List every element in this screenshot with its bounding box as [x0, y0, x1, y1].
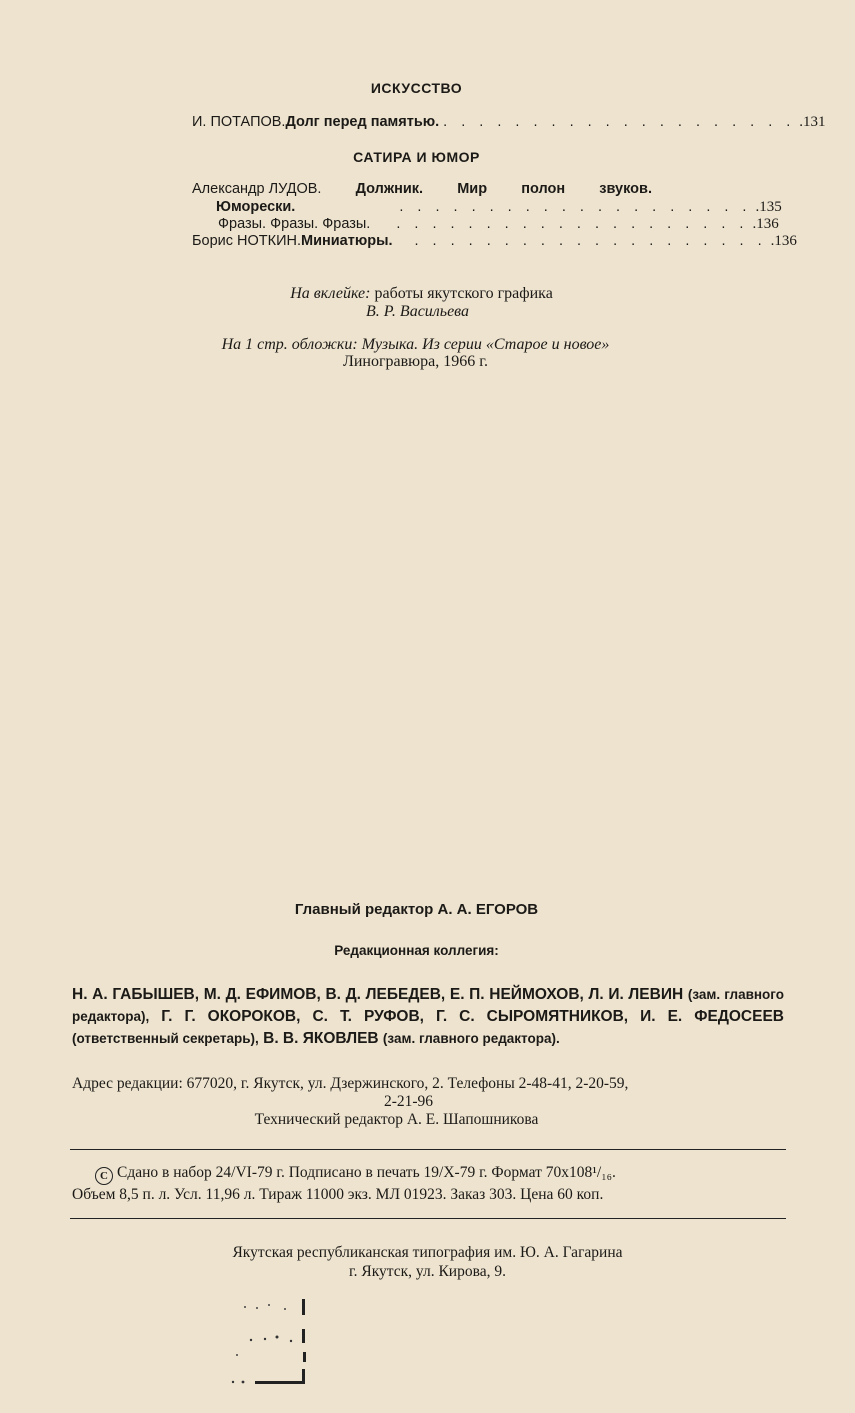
toc-page: .131	[799, 114, 826, 130]
cover-note	[0, 336, 837, 354]
toc-title: Фразы. Фразы. Фразы.	[218, 216, 371, 232]
toc-title: звуков.	[599, 181, 652, 197]
cover-text: Музыка. Из серии «Старое и новое»	[361, 336, 610, 353]
section-heading-satire: САТИРА И ЮМОР	[353, 149, 480, 165]
printer-marks-icon	[225, 1295, 325, 1395]
toc-title: Долг перед памятью.	[285, 114, 440, 130]
copyright-icon: C	[95, 1167, 113, 1185]
board-role: (ответственный секретарь),	[72, 1031, 259, 1046]
toc-author: Борис НОТКИН.	[192, 233, 301, 249]
technical-editor: Технический редактор А. Е. Шапошникова	[254, 1111, 539, 1128]
editorial-address: Адрес редакции: 677020, г. Якутск, ул. Дзержинского, 2. Телефоны 2-48-41, 2-20-59,	[72, 1075, 629, 1092]
toc-title: Миниатюры.	[301, 233, 393, 249]
cover-label: На 1 стр. обложки:	[221, 336, 358, 353]
divider-top	[70, 1149, 786, 1150]
board-names: В. В. ЯКОВЛЕВ	[258, 1030, 383, 1047]
printing-house-address: г. Якутск, ул. Кирова, 9.	[349, 1263, 506, 1280]
printing-house: Якутская республиканская типография им. Ю. А. Гагарина	[232, 1244, 623, 1261]
toc-author: Александр ЛУДОВ.	[192, 181, 322, 197]
toc-page: .135	[755, 199, 782, 215]
toc-page: .136	[752, 216, 779, 232]
toc-entry-notkin	[192, 233, 797, 250]
toc-entry-humoresques	[216, 199, 782, 216]
chief-editor: Главный редактор А. А. ЕГОРОВ	[294, 901, 539, 918]
board-role: (зам. главного редактора).	[382, 1031, 560, 1046]
insert-artist: В. Р. Васильева	[365, 303, 469, 320]
toc-entry-phrases	[218, 216, 779, 233]
board-role: (зам. главного редактора),	[72, 987, 784, 1024]
editorial-board-list	[72, 984, 784, 1050]
toc-title: Должник.	[355, 181, 424, 197]
toc-title: полон	[521, 181, 566, 197]
toc-author: И. ПОТАПОВ.	[192, 114, 286, 130]
board-names: Н. А. ГАБЫШЕВ, М. Д. ЕФИМОВ, В. Д. ЛЕБЕДЕВ, Е. П. НЕЙМОХОВ, Л. И. ЛЕВИН	[72, 986, 688, 1003]
toc-entry-ludov	[192, 181, 652, 197]
insert-text: работы якутского графика	[374, 285, 553, 302]
board-title: Редакционная коллегия:	[334, 943, 499, 958]
insert-label: На вклейке:	[290, 285, 371, 302]
address-phone-cont: 2-21-96	[383, 1093, 434, 1110]
toc-leader: . . . . . . . . . . . . . . . . . . . .	[414, 233, 767, 249]
toc-entry-potapov	[192, 114, 826, 131]
toc-leader: . . . . . . . . . . . . . . . . . . . .	[396, 216, 749, 232]
insert-note	[0, 285, 843, 303]
divider-bottom	[70, 1218, 786, 1219]
imprint-text-1: Сдано в набор 24/VI-79 г. Подписано в печать 19/X-79 г. Формат 70x108¹/₁₆.	[117, 1164, 616, 1181]
board-names: Г. Г. ОКОРОКОВ, С. Т. РУФОВ, Г. С. СЫРОМЯТНИКОВ, И. Е. ФЕДОСЕЕВ	[149, 1008, 784, 1025]
cover-linocut-line: Линогравюра, 1966 г.	[342, 353, 488, 370]
section-heading-art: ИСКУССТВО	[370, 80, 463, 96]
toc-leader: . . . . . . . . . . . . . . . . . . . .	[443, 114, 796, 130]
imprint-line-2: Объем 8,5 п. л. Усл. 11,96 л. Тираж 11000 экз. МЛ 01923. Заказ 303. Цена 60 коп.	[72, 1186, 604, 1203]
toc-title: Мир	[457, 181, 488, 197]
imprint-line-1	[95, 1162, 784, 1185]
toc-leader: . . . . . . . . . . . . . . . . . . . .	[399, 199, 752, 215]
toc-page: .136	[770, 233, 797, 249]
insert-artist-line	[0, 303, 839, 321]
toc-title: Юморески.	[216, 199, 296, 215]
